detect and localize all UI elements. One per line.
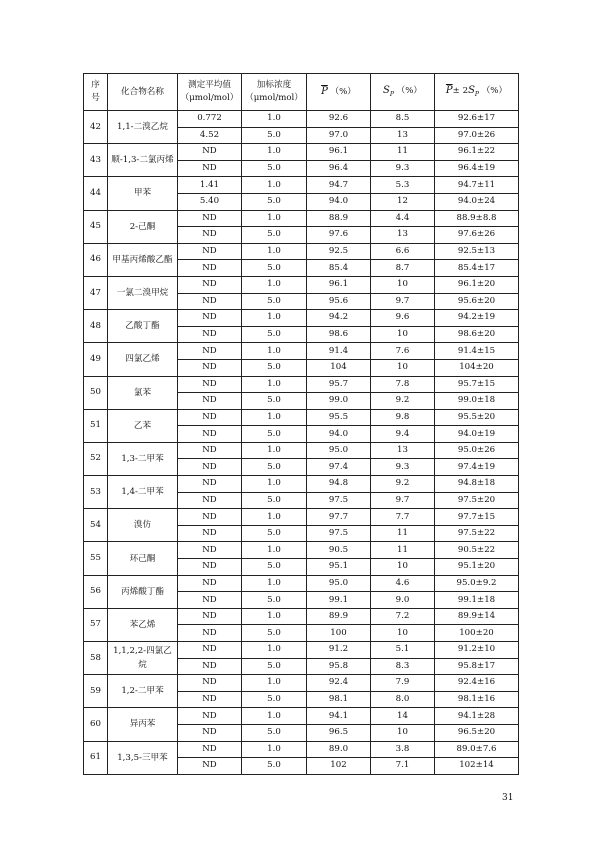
cell-range: 102±14 xyxy=(435,758,519,775)
row-number: 48 xyxy=(84,310,108,343)
compound-name: 四氯乙烯 xyxy=(108,343,178,376)
cell-spike: 1.0 xyxy=(242,608,307,625)
cell-p: 89.0 xyxy=(307,741,371,758)
row-number: 57 xyxy=(84,608,108,641)
cell-spike: 1.0 xyxy=(242,310,307,327)
cell-spike: 1.0 xyxy=(242,243,307,260)
cell-spike: 1.0 xyxy=(242,708,307,725)
header-p: $\overline{P}$ （%） xyxy=(307,74,371,111)
cell-spike: 5.0 xyxy=(242,559,307,576)
cell-range: 94.1±28 xyxy=(435,708,519,725)
row-number: 58 xyxy=(84,642,108,675)
table-row xyxy=(84,542,519,559)
cell-spike: 1.0 xyxy=(242,376,307,393)
cell-p: 100 xyxy=(307,625,371,642)
cell-sp: 9.2 xyxy=(371,476,435,493)
cell-sp: 8.7 xyxy=(371,260,435,277)
cell-range: 94.8±18 xyxy=(435,476,519,493)
cell-spike: 1.0 xyxy=(242,343,307,360)
cell-range: 95.6±20 xyxy=(435,293,519,310)
compound-name: 环己酮 xyxy=(108,542,178,575)
cell-p: 92.6 xyxy=(307,111,371,128)
cell-range: 91.4±15 xyxy=(435,343,519,360)
compound-name: 溴仿 xyxy=(108,509,178,542)
cell-range: 89.0±7.6 xyxy=(435,741,519,758)
header-spike: 加标浓度 （μmol/mol） xyxy=(242,74,307,111)
cell-p: 94.0 xyxy=(307,193,371,210)
table-row xyxy=(84,476,519,493)
cell-range: 97.5±20 xyxy=(435,492,519,509)
cell-sp: 7.9 xyxy=(371,675,435,692)
cell-range: 91.2±10 xyxy=(435,642,519,659)
cell-p: 97.4 xyxy=(307,459,371,476)
compound-name: 乙酸丁酯 xyxy=(108,310,178,343)
cell-measured: ND xyxy=(178,675,242,692)
cell-spike: 5.0 xyxy=(242,459,307,476)
cell-measured: ND xyxy=(178,393,242,410)
cell-range: 95.5±20 xyxy=(435,409,519,426)
cell-sp: 5.3 xyxy=(371,177,435,194)
table-row xyxy=(84,243,519,260)
cell-spike: 5.0 xyxy=(242,426,307,443)
cell-measured: ND xyxy=(178,658,242,675)
cell-range: 100±20 xyxy=(435,625,519,642)
table-row xyxy=(84,442,519,459)
cell-sp: 11 xyxy=(371,525,435,542)
cell-measured: ND xyxy=(178,741,242,758)
cell-p: 90.5 xyxy=(307,542,371,559)
cell-p: 88.9 xyxy=(307,210,371,227)
cell-measured: 5.40 xyxy=(178,193,242,210)
row-number: 56 xyxy=(84,575,108,608)
cell-measured: ND xyxy=(178,160,242,177)
cell-range: 94.0±24 xyxy=(435,193,519,210)
table-row xyxy=(84,708,519,725)
cell-sp: 9.3 xyxy=(371,160,435,177)
cell-p: 104 xyxy=(307,359,371,376)
compound-name: 一氯二溴甲烷 xyxy=(108,276,178,309)
cell-range: 92.6±17 xyxy=(435,111,519,128)
cell-spike: 5.0 xyxy=(242,625,307,642)
cell-p: 97.0 xyxy=(307,127,371,144)
cell-sp: 9.7 xyxy=(371,492,435,509)
cell-spike: 5.0 xyxy=(242,592,307,609)
cell-range: 97.7±15 xyxy=(435,509,519,526)
row-number: 53 xyxy=(84,476,108,509)
compound-name: 1,1,2,2-四氯乙烷 xyxy=(108,642,178,675)
cell-sp: 4.6 xyxy=(371,575,435,592)
cell-spike: 1.0 xyxy=(242,476,307,493)
cell-spike: 5.0 xyxy=(242,492,307,509)
header-range: $\overline{P}\pm 2S_P$ （%） xyxy=(435,74,519,111)
cell-measured: ND xyxy=(178,310,242,327)
table-row xyxy=(84,376,519,393)
cell-p: 94.2 xyxy=(307,310,371,327)
cell-sp: 11 xyxy=(371,542,435,559)
cell-spike: 1.0 xyxy=(242,542,307,559)
table-row xyxy=(84,608,519,625)
cell-sp: 9.4 xyxy=(371,426,435,443)
cell-p: 98.1 xyxy=(307,691,371,708)
table-row xyxy=(84,111,519,128)
cell-measured: ND xyxy=(178,144,242,161)
cell-spike: 1.0 xyxy=(242,741,307,758)
cell-measured: ND xyxy=(178,509,242,526)
table-row xyxy=(84,310,519,327)
cell-spike: 1.0 xyxy=(242,144,307,161)
cell-range: 98.1±16 xyxy=(435,691,519,708)
row-number: 50 xyxy=(84,376,108,409)
cell-range: 90.5±22 xyxy=(435,542,519,559)
cell-measured: ND xyxy=(178,359,242,376)
compound-name: 乙苯 xyxy=(108,409,178,442)
table-row xyxy=(84,144,519,161)
cell-sp: 4.4 xyxy=(371,210,435,227)
cell-spike: 5.0 xyxy=(242,127,307,144)
row-number: 61 xyxy=(84,741,108,774)
cell-p: 95.5 xyxy=(307,409,371,426)
cell-spike: 5.0 xyxy=(242,227,307,244)
cell-spike: 5.0 xyxy=(242,193,307,210)
cell-p: 95.6 xyxy=(307,293,371,310)
cell-measured: ND xyxy=(178,758,242,775)
cell-p: 95.7 xyxy=(307,376,371,393)
cell-measured: ND xyxy=(178,592,242,609)
cell-range: 96.1±22 xyxy=(435,144,519,161)
cell-p: 94.1 xyxy=(307,708,371,725)
cell-p: 91.4 xyxy=(307,343,371,360)
cell-sp: 13 xyxy=(371,442,435,459)
cell-sp: 8.0 xyxy=(371,691,435,708)
cell-measured: ND xyxy=(178,376,242,393)
cell-range: 92.4±16 xyxy=(435,675,519,692)
cell-range: 99.1±18 xyxy=(435,592,519,609)
cell-range: 85.4±17 xyxy=(435,260,519,277)
cell-sp: 10 xyxy=(371,326,435,343)
cell-spike: 1.0 xyxy=(242,210,307,227)
cell-spike: 1.0 xyxy=(242,409,307,426)
row-number: 47 xyxy=(84,276,108,309)
cell-measured: 0.772 xyxy=(178,111,242,128)
cell-spike: 5.0 xyxy=(242,393,307,410)
recovery-table xyxy=(83,73,519,775)
cell-spike: 5.0 xyxy=(242,260,307,277)
compound-name: 1,2-二甲苯 xyxy=(108,675,178,708)
table-row xyxy=(84,210,519,227)
cell-sp: 9.7 xyxy=(371,293,435,310)
cell-sp: 12 xyxy=(371,193,435,210)
row-number: 60 xyxy=(84,708,108,741)
cell-p: 96.1 xyxy=(307,276,371,293)
cell-sp: 9.0 xyxy=(371,592,435,609)
cell-sp: 7.7 xyxy=(371,509,435,526)
row-number: 54 xyxy=(84,509,108,542)
cell-measured: ND xyxy=(178,276,242,293)
cell-measured: ND xyxy=(178,442,242,459)
cell-p: 96.4 xyxy=(307,160,371,177)
table-row xyxy=(84,675,519,692)
cell-range: 99.0±18 xyxy=(435,393,519,410)
row-number: 55 xyxy=(84,542,108,575)
cell-p: 97.6 xyxy=(307,227,371,244)
header-sp: $S_P$ （%） xyxy=(371,74,435,111)
cell-spike: 1.0 xyxy=(242,642,307,659)
cell-sp: 10 xyxy=(371,276,435,293)
cell-measured: ND xyxy=(178,492,242,509)
cell-range: 97.5±22 xyxy=(435,525,519,542)
cell-range: 88.9±8.8 xyxy=(435,210,519,227)
cell-measured: ND xyxy=(178,708,242,725)
cell-spike: 1.0 xyxy=(242,675,307,692)
cell-measured: ND xyxy=(178,559,242,576)
cell-spike: 5.0 xyxy=(242,758,307,775)
cell-measured: ND xyxy=(178,608,242,625)
cell-p: 99.1 xyxy=(307,592,371,609)
table-row xyxy=(84,509,519,526)
cell-range: 92.5±13 xyxy=(435,243,519,260)
cell-spike: 5.0 xyxy=(242,359,307,376)
row-number: 46 xyxy=(84,243,108,276)
cell-sp: 9.6 xyxy=(371,310,435,327)
cell-measured: ND xyxy=(178,409,242,426)
cell-p: 94.0 xyxy=(307,426,371,443)
cell-sp: 11 xyxy=(371,144,435,161)
cell-p: 91.2 xyxy=(307,642,371,659)
compound-name: 1,1-二溴乙烷 xyxy=(108,111,178,144)
cell-spike: 5.0 xyxy=(242,724,307,741)
cell-range: 94.0±19 xyxy=(435,426,519,443)
cell-measured: ND xyxy=(178,260,242,277)
cell-sp: 6.6 xyxy=(371,243,435,260)
cell-spike: 1.0 xyxy=(242,442,307,459)
header-compound: 化合物名称 xyxy=(108,74,178,111)
cell-sp: 7.1 xyxy=(371,758,435,775)
cell-measured: 4.52 xyxy=(178,127,242,144)
cell-p: 95.8 xyxy=(307,658,371,675)
cell-sp: 8.5 xyxy=(371,111,435,128)
cell-spike: 5.0 xyxy=(242,326,307,343)
cell-measured: ND xyxy=(178,293,242,310)
row-number: 49 xyxy=(84,343,108,376)
row-number: 44 xyxy=(84,177,108,210)
cell-range: 98.6±20 xyxy=(435,326,519,343)
cell-spike: 1.0 xyxy=(242,509,307,526)
cell-measured: ND xyxy=(178,724,242,741)
compound-name: 顺-1,3-二氯丙烯 xyxy=(108,144,178,177)
row-number: 59 xyxy=(84,675,108,708)
cell-p: 95.0 xyxy=(307,442,371,459)
table-row xyxy=(84,741,519,758)
cell-spike: 1.0 xyxy=(242,575,307,592)
cell-spike: 5.0 xyxy=(242,658,307,675)
cell-measured: ND xyxy=(178,691,242,708)
cell-p: 94.7 xyxy=(307,177,371,194)
cell-p: 102 xyxy=(307,758,371,775)
cell-sp: 13 xyxy=(371,227,435,244)
cell-measured: ND xyxy=(178,525,242,542)
cell-sp: 3.8 xyxy=(371,741,435,758)
cell-p: 97.5 xyxy=(307,492,371,509)
cell-range: 89.9±14 xyxy=(435,608,519,625)
cell-measured: ND xyxy=(178,326,242,343)
compound-name: 氯苯 xyxy=(108,376,178,409)
cell-measured: ND xyxy=(178,542,242,559)
compound-name: 丙烯酸丁酯 xyxy=(108,575,178,608)
cell-measured: ND xyxy=(178,227,242,244)
cell-p: 97.5 xyxy=(307,525,371,542)
cell-sp: 13 xyxy=(371,127,435,144)
table-body xyxy=(84,111,519,775)
cell-p: 85.4 xyxy=(307,260,371,277)
header-seq: 序 号 xyxy=(84,74,108,111)
cell-sp: 7.6 xyxy=(371,343,435,360)
cell-spike: 1.0 xyxy=(242,276,307,293)
compound-name: 1,4-二甲苯 xyxy=(108,476,178,509)
cell-range: 95.8±17 xyxy=(435,658,519,675)
cell-range: 94.7±11 xyxy=(435,177,519,194)
header-row xyxy=(84,74,519,111)
row-number: 51 xyxy=(84,409,108,442)
row-number: 42 xyxy=(84,111,108,144)
cell-range: 96.4±19 xyxy=(435,160,519,177)
table-row xyxy=(84,343,519,360)
cell-p: 97.7 xyxy=(307,509,371,526)
cell-measured: ND xyxy=(178,210,242,227)
cell-sp: 8.3 xyxy=(371,658,435,675)
cell-p: 96.5 xyxy=(307,724,371,741)
cell-range: 95.0±9.2 xyxy=(435,575,519,592)
page-number: 31 xyxy=(502,793,514,803)
cell-spike: 5.0 xyxy=(242,160,307,177)
compound-name: 1,3-二甲苯 xyxy=(108,442,178,475)
cell-spike: 5.0 xyxy=(242,293,307,310)
cell-sp: 9.8 xyxy=(371,409,435,426)
cell-range: 94.2±19 xyxy=(435,310,519,327)
table-row xyxy=(84,276,519,293)
cell-p: 98.6 xyxy=(307,326,371,343)
compound-name: 苯乙烯 xyxy=(108,608,178,641)
row-number: 52 xyxy=(84,442,108,475)
compound-name: 甲基丙烯酸乙酯 xyxy=(108,243,178,276)
cell-measured: ND xyxy=(178,476,242,493)
cell-p: 92.5 xyxy=(307,243,371,260)
cell-measured: ND xyxy=(178,343,242,360)
row-number: 45 xyxy=(84,210,108,243)
cell-range: 97.6±26 xyxy=(435,227,519,244)
cell-measured: ND xyxy=(178,243,242,260)
cell-p: 95.1 xyxy=(307,559,371,576)
compound-name: 2-己酮 xyxy=(108,210,178,243)
compound-name: 1,3,5-三甲苯 xyxy=(108,741,178,774)
cell-sp: 9.2 xyxy=(371,393,435,410)
cell-measured: 1.41 xyxy=(178,177,242,194)
cell-range: 95.0±26 xyxy=(435,442,519,459)
cell-measured: ND xyxy=(178,625,242,642)
cell-range: 96.1±20 xyxy=(435,276,519,293)
cell-sp: 14 xyxy=(371,708,435,725)
cell-sp: 7.8 xyxy=(371,376,435,393)
cell-p: 92.4 xyxy=(307,675,371,692)
cell-spike: 5.0 xyxy=(242,691,307,708)
cell-spike: 5.0 xyxy=(242,525,307,542)
cell-p: 96.1 xyxy=(307,144,371,161)
cell-spike: 1.0 xyxy=(242,177,307,194)
cell-range: 97.4±19 xyxy=(435,459,519,476)
row-number: 43 xyxy=(84,144,108,177)
cell-range: 96.5±20 xyxy=(435,724,519,741)
cell-measured: ND xyxy=(178,642,242,659)
cell-p: 94.8 xyxy=(307,476,371,493)
cell-sp: 10 xyxy=(371,559,435,576)
cell-sp: 7.2 xyxy=(371,608,435,625)
cell-spike: 1.0 xyxy=(242,111,307,128)
cell-range: 104±20 xyxy=(435,359,519,376)
compound-name: 异丙苯 xyxy=(108,708,178,741)
cell-sp: 5.1 xyxy=(371,642,435,659)
compound-name: 甲苯 xyxy=(108,177,178,210)
cell-measured: ND xyxy=(178,459,242,476)
cell-p: 99.0 xyxy=(307,393,371,410)
cell-sp: 10 xyxy=(371,724,435,741)
cell-range: 95.7±15 xyxy=(435,376,519,393)
cell-measured: ND xyxy=(178,426,242,443)
table-row xyxy=(84,409,519,426)
cell-range: 97.0±26 xyxy=(435,127,519,144)
table-row xyxy=(84,575,519,592)
cell-range: 95.1±20 xyxy=(435,559,519,576)
table-row xyxy=(84,177,519,194)
cell-p: 95.0 xyxy=(307,575,371,592)
cell-p: 89.9 xyxy=(307,608,371,625)
cell-sp: 10 xyxy=(371,359,435,376)
cell-sp: 9.3 xyxy=(371,459,435,476)
cell-measured: ND xyxy=(178,575,242,592)
table-row xyxy=(84,642,519,659)
header-measured: 测定平均值 （μmol/mol） xyxy=(178,74,242,111)
cell-sp: 10 xyxy=(371,625,435,642)
